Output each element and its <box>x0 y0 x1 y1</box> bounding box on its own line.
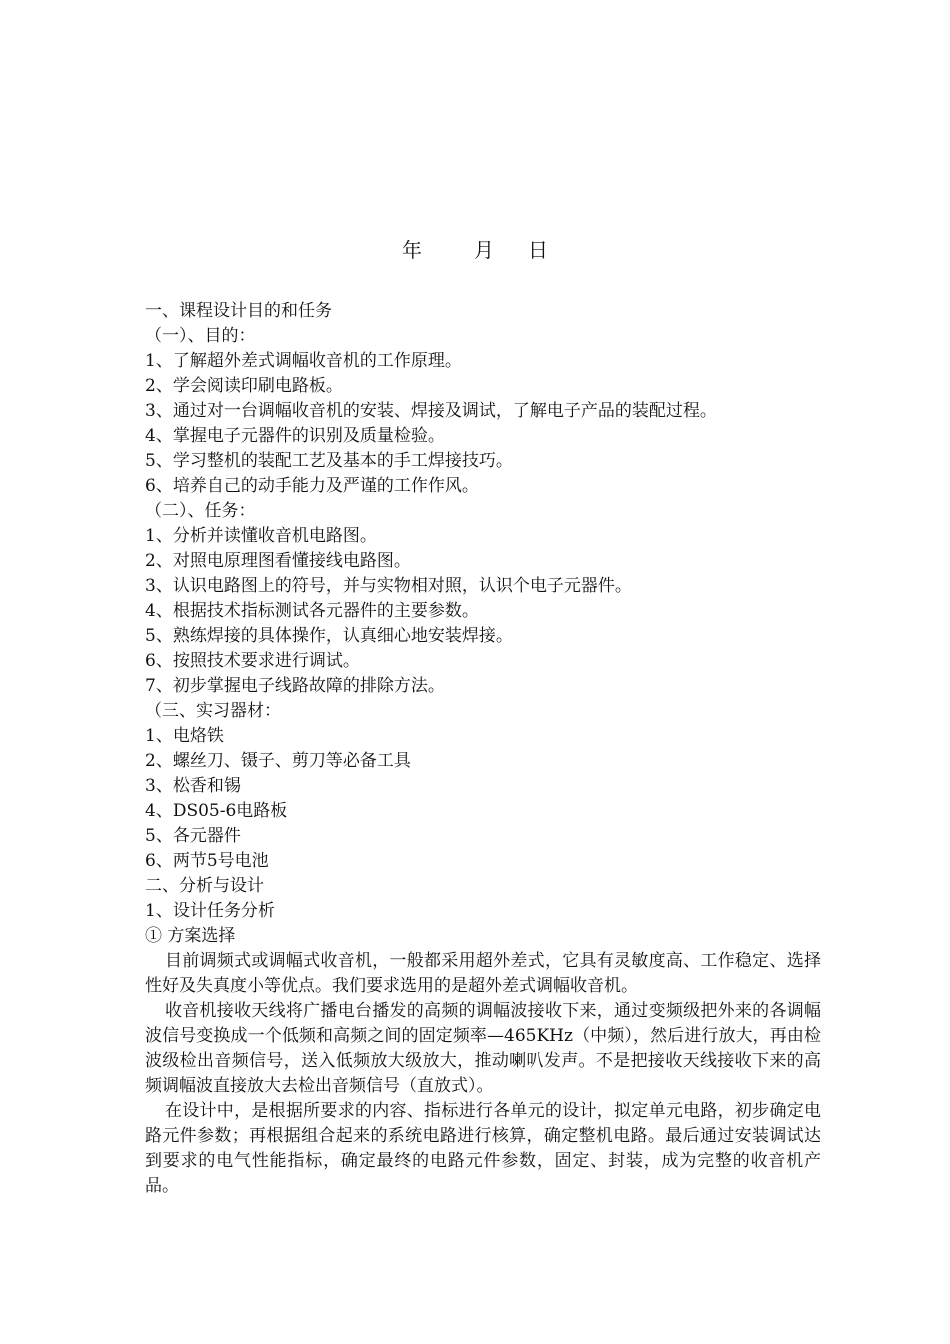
list-item: 3、松香和锡 <box>145 776 241 796</box>
subsection-heading-tasks: （二）、任务： <box>145 501 256 521</box>
list-item: 6、两节5号电池 <box>145 851 269 871</box>
list-item: 4、根据技术指标测试各元器件的主要参数。 <box>145 601 479 621</box>
subsection-heading-materials: （三、实习器材： <box>145 701 281 721</box>
date-line <box>0 236 950 264</box>
list-item: 4、掌握电子元器件的识别及质量检验。 <box>145 426 445 446</box>
date-year: 年 <box>402 238 422 262</box>
document-body <box>145 299 821 1199</box>
list-item: 6、按照技术要求进行调试。 <box>145 651 360 671</box>
list-item: 5、学习整机的装配工艺及基本的手工焊接技巧。 <box>145 451 513 471</box>
list-item: 1、了解超外差式调幅收音机的工作原理。 <box>145 351 462 371</box>
body-paragraph: 在设计中，是根据所要求的内容、指标进行各单元的设计，拟定单元电路，初步确定电路元件参数；再根据组合起来的系统电路进行核算，确定整机电路。最后通过安装调试达到要求的电气性能指标，确定最终的电路元件参数，固定、封装，成为完整的收音机产品。 <box>145 1101 821 1196</box>
list-item: 2、学会阅读印刷电路板。 <box>145 376 343 396</box>
section-heading-2: 二、分析与设计 <box>145 876 264 896</box>
list-item: 5、熟练焊接的具体操作，认真细心地安装焊接。 <box>145 626 513 646</box>
list-item: 3、通过对一台调幅收音机的安装、焊接及调试，了解电子产品的装配过程。 <box>145 401 717 421</box>
list-item: 3、认识电路图上的符号，并与实物相对照，认识个电子元器件。 <box>145 576 632 596</box>
body-paragraph: 收音机接收天线将广播电台播发的高频的调幅波接收下来，通过变频级把外来的各调幅波信号变换成一个低频和高频之间的固定频率—465KHz（中频），然后进行放大，再由检波级检出音频信号，送入低频放大级放大，推动喇叭发声。不是把接收天线接收下来的高频调幅波直接放大去检出音频信号（直放式）。 <box>145 1001 821 1096</box>
list-item: 2、螺丝刀、镊子、剪刀等必备工具 <box>145 751 411 771</box>
subsection-heading-scheme: ① 方案选择 <box>145 926 236 946</box>
subsection-heading-purpose: （一）、目的： <box>145 326 256 346</box>
list-item: 4、DS05-6电路板 <box>145 801 288 821</box>
date-day: 日 <box>528 238 548 262</box>
section-heading-1: 一、课程设计目的和任务 <box>145 301 332 321</box>
list-item: 1、电烙铁 <box>145 726 224 746</box>
list-item: 2、对照电原理图看懂接线电路图。 <box>145 551 411 571</box>
list-item: 7、初步掌握电子线路故障的排除方法。 <box>145 676 445 696</box>
list-item: 1、分析并读懂收音机电路图。 <box>145 526 377 546</box>
body-paragraph: 目前调频式或调幅式收音机，一般都采用超外差式，它具有灵敏度高、工作稳定、选择性好及失真度小等优点。我们要求选用的是超外差式调幅收音机。 <box>145 951 821 996</box>
subsection-heading-analysis: 1、设计任务分析 <box>145 901 275 921</box>
list-item: 5、各元器件 <box>145 826 241 846</box>
list-item: 6、培养自己的动手能力及严谨的工作作风。 <box>145 476 479 496</box>
date-month: 月 <box>474 238 494 262</box>
